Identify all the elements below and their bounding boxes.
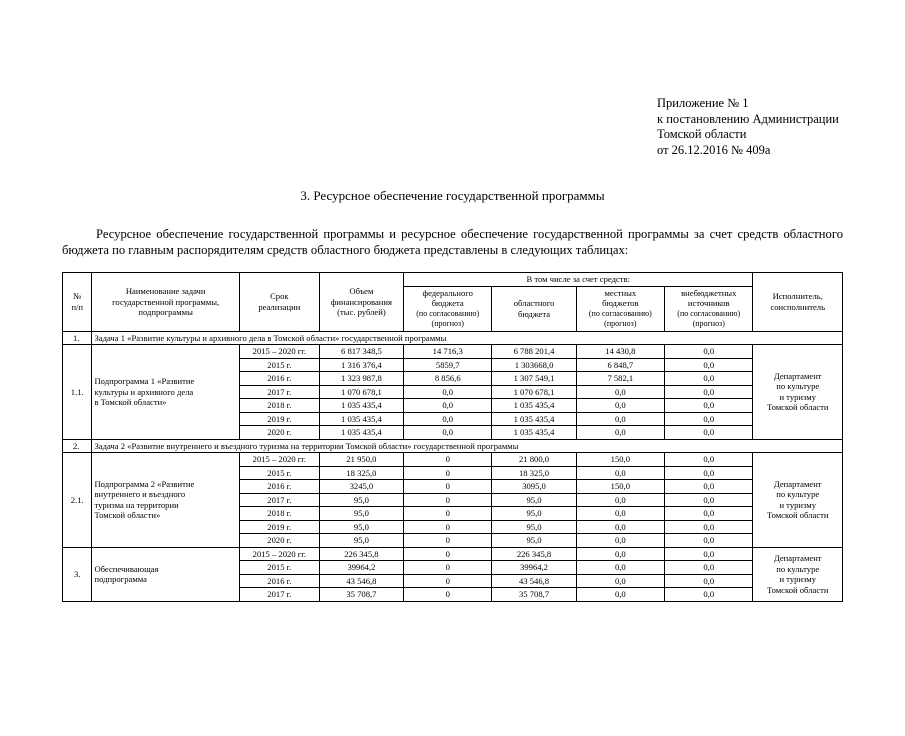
header-num-line2: п/п (71, 301, 84, 312)
executor-line3: и туризму (779, 391, 817, 402)
header-group-sources: В том числе за счет средств: (404, 273, 753, 287)
cell-local: 0,0 (576, 547, 664, 561)
cell-federal: 0 (404, 493, 492, 507)
header-extra-line1: внебюджетных (681, 287, 737, 298)
header-period-line2: реализации (258, 301, 301, 312)
header-volume-line2: финансирования (330, 296, 392, 307)
cell-federal: 0 (404, 534, 492, 548)
cell-federal: 8 856,6 (404, 372, 492, 386)
cell-period: 2017 г. (239, 493, 319, 507)
cell-federal: 0 (404, 561, 492, 575)
cell-local: 0,0 (576, 534, 664, 548)
cell-period: 2015 – 2020 гг. (239, 547, 319, 561)
block-name-line1: Подпрограмма 1 «Развитие (94, 376, 195, 386)
table-row (63, 453, 843, 467)
cell-federal: 0 (404, 466, 492, 480)
cell-extrabudget: 0,0 (665, 385, 753, 399)
cell-local: 150,0 (576, 453, 664, 467)
cell-volume: 1 035 435,4 (319, 399, 403, 413)
cell-regional: 43 546,8 (492, 574, 576, 588)
cell-volume: 21 950,0 (319, 453, 403, 467)
cell-extrabudget: 0,0 (665, 520, 753, 534)
cell-federal: 5859,7 (404, 358, 492, 372)
header-line-1: Приложение № 1 (657, 96, 749, 110)
cell-local: 0,0 (576, 399, 664, 413)
cell-extrabudget: 0,0 (665, 399, 753, 413)
cell-local: 7 582,1 (576, 372, 664, 386)
header-period-line1: Срок (270, 291, 289, 302)
cell-volume: 95,0 (319, 534, 403, 548)
executor-line3: и туризму (779, 499, 817, 510)
header-extra-line4: (прогноз) (692, 319, 725, 328)
cell-volume: 1 316 376,4 (319, 358, 403, 372)
cell-federal: 0,0 (404, 412, 492, 426)
cell-volume: 35 708,7 (319, 588, 403, 602)
block-name-line4: Томской области» (94, 510, 161, 521)
header-line-4: от 26.12.2016 № 409а (657, 142, 771, 157)
block-number: 3. (63, 547, 92, 601)
table-header-row-1 (63, 273, 843, 287)
cell-federal: 0 (404, 520, 492, 534)
header-regional-line2: бюджета (518, 308, 551, 319)
header-federal-line2: бюджета (431, 298, 464, 308)
cell-regional: 18 325,0 (492, 466, 576, 480)
cell-volume: 18 325,0 (319, 466, 403, 480)
cell-federal: 0,0 (404, 426, 492, 440)
cell-regional: 1 070 678,1 (492, 385, 576, 399)
block-name (92, 547, 239, 601)
cell-regional: 95,0 (492, 534, 576, 548)
cell-extrabudget: 0,0 (665, 547, 753, 561)
cell-period: 2018 г. (239, 507, 319, 521)
header-federal-line1: федерального (422, 287, 473, 298)
header-volume (319, 273, 403, 332)
cell-regional: 39964,2 (492, 561, 576, 575)
header-federal (404, 286, 492, 331)
header-name-line2: государственной программы, (112, 296, 220, 307)
cell-volume: 43 546,8 (319, 574, 403, 588)
cell-federal: 0 (404, 588, 492, 602)
cell-federal: 0 (404, 547, 492, 561)
cell-volume: 1 035 435,4 (319, 426, 403, 440)
table-row (63, 345, 843, 359)
cell-local: 0,0 (576, 412, 664, 426)
cell-regional: 1 035 435,4 (492, 412, 576, 426)
cell-period: 2019 г. (239, 412, 319, 426)
block-name-line1: Обеспечивающая (94, 563, 159, 574)
cell-extrabudget: 0,0 (665, 588, 753, 602)
header-executor-line2: соисполнитель (770, 301, 826, 312)
cell-local: 150,0 (576, 480, 664, 494)
block-executor (753, 345, 843, 440)
header-local-line2: бюджетов (602, 298, 639, 308)
header-regional (492, 286, 576, 331)
table-body (63, 331, 843, 601)
header-local-line3: (по согласованию) (588, 308, 652, 318)
cell-extrabudget: 0,0 (665, 453, 753, 467)
resource-table (62, 272, 843, 602)
cell-extrabudget: 0,0 (665, 493, 753, 507)
intro-text: Ресурсное обеспечение государственной программы и ресурсное обеспечение государственной программы за счет средств областного бюджета по главным распорядителям средств областного бюджета представлены в следующих таблицах: (62, 227, 843, 257)
cell-local: 6 848,7 (576, 358, 664, 372)
cell-regional: 95,0 (492, 520, 576, 534)
executor-line2: по культуре (776, 563, 820, 574)
section-number: 1. (63, 331, 92, 345)
table-section-row (63, 439, 843, 453)
cell-period: 2020 г. (239, 426, 319, 440)
cell-local: 14 430,8 (576, 345, 664, 359)
block-name-line2: культуры и архивного дела (94, 386, 194, 397)
header-num (63, 273, 92, 332)
cell-period: 2016 г. (239, 574, 319, 588)
cell-local: 0,0 (576, 588, 664, 602)
executor-line2: по культуре (776, 489, 820, 500)
cell-period: 2017 г. (239, 588, 319, 602)
cell-extrabudget: 0,0 (665, 480, 753, 494)
cell-federal: 0 (404, 574, 492, 588)
header-federal-line3: (по согласованию) (416, 308, 480, 318)
document-page (0, 96, 905, 736)
cell-extrabudget: 0,0 (665, 561, 753, 575)
cell-period: 2016 г. (239, 372, 319, 386)
cell-regional: 95,0 (492, 493, 576, 507)
cell-local: 0,0 (576, 426, 664, 440)
block-name-line1: Подпрограмма 2 «Развитие (94, 478, 195, 489)
cell-extrabudget: 0,0 (665, 412, 753, 426)
intro-paragraph (62, 226, 843, 258)
cell-volume: 226 345,8 (319, 547, 403, 561)
header-line-3: Томской области (657, 127, 747, 141)
cell-regional: 1 035 435,4 (492, 426, 576, 440)
header-volume-line1: Объем (349, 286, 374, 296)
block-number: 1.1. (63, 345, 92, 440)
executor-line1: Департамент (773, 553, 822, 563)
cell-regional: 226 345,8 (492, 547, 576, 561)
cell-federal: 0,0 (404, 399, 492, 413)
cell-regional: 1 303668,0 (492, 358, 576, 372)
cell-local: 0,0 (576, 520, 664, 534)
cell-regional: 1 307 549,1 (492, 372, 576, 386)
section-text: Задача 1 «Развитие культуры и архивного дела в Томской области» государственной программы (92, 331, 843, 345)
cell-federal: 0,0 (404, 385, 492, 399)
cell-extrabudget: 0,0 (665, 534, 753, 548)
cell-volume: 39964,2 (319, 561, 403, 575)
block-name-line2: внутреннего и въездного (94, 489, 186, 500)
cell-extrabudget: 0,0 (665, 466, 753, 480)
header-regional-line1: областного (513, 298, 555, 308)
executor-line2: по культуре (776, 381, 820, 392)
header-extrabudget (665, 286, 753, 331)
header-period (239, 273, 319, 332)
executor-line4: Томской области (766, 584, 829, 595)
cell-federal: 0 (404, 480, 492, 494)
header-line-2: к постановлению Администрации (657, 111, 839, 126)
header-local-line1: местных (604, 287, 637, 298)
section-text: Задача 2 «Развитие внутреннего и въездного туризма на территории Томской области» государственной программы (92, 439, 843, 453)
cell-local: 0,0 (576, 561, 664, 575)
cell-extrabudget: 0,0 (665, 426, 753, 440)
cell-local: 0,0 (576, 574, 664, 588)
cell-local: 0,0 (576, 507, 664, 521)
cell-period: 2016 г. (239, 480, 319, 494)
cell-regional: 6 788 201,4 (492, 345, 576, 359)
header-name-line3: подпрограммы (138, 307, 193, 317)
header-volume-line3: (тыс. рублей) (337, 307, 386, 317)
cell-volume: 95,0 (319, 493, 403, 507)
header-executor (753, 273, 843, 332)
cell-period: 2015 – 2020 гг. (239, 345, 319, 359)
cell-regional: 21 800,0 (492, 453, 576, 467)
table-header (63, 273, 843, 332)
cell-period: 2019 г. (239, 520, 319, 534)
cell-extrabudget: 0,0 (665, 507, 753, 521)
header-federal-line4: (прогноз) (431, 319, 464, 328)
section-title: 3. Ресурсное обеспечение государственной программы (300, 188, 605, 203)
table-row (63, 547, 843, 561)
header-local-line4: (прогноз) (604, 319, 637, 328)
cell-volume: 95,0 (319, 507, 403, 521)
cell-volume: 3245,0 (319, 480, 403, 494)
cell-volume: 1 035 435,4 (319, 412, 403, 426)
cell-regional: 35 708,7 (492, 588, 576, 602)
cell-regional: 1 035 435,4 (492, 399, 576, 413)
cell-regional: 95,0 (492, 507, 576, 521)
cell-period: 2017 г. (239, 385, 319, 399)
cell-period: 2018 г. (239, 399, 319, 413)
cell-period: 2015 г. (239, 466, 319, 480)
block-name-line3: в Томской области» (94, 397, 167, 407)
executor-line3: и туризму (779, 574, 817, 584)
cell-period: 2015 г. (239, 561, 319, 575)
cell-period: 2015 – 2020 гг. (239, 453, 319, 467)
block-number: 2.1. (63, 453, 92, 548)
header-executor-line1: Исполнитель, (772, 291, 823, 302)
header-name-line1: Наименование задачи (125, 286, 206, 296)
block-name (92, 345, 239, 440)
executor-line4: Томской области (766, 402, 829, 413)
cell-extrabudget: 0,0 (665, 574, 753, 588)
cell-volume: 6 817 348,5 (319, 345, 403, 359)
block-executor (753, 453, 843, 548)
cell-period: 2020 г. (239, 534, 319, 548)
cell-volume: 1 070 678,1 (319, 385, 403, 399)
block-name (92, 453, 239, 548)
section-number: 2. (63, 439, 92, 453)
cell-volume: 1 323 987,8 (319, 372, 403, 386)
block-name-line3: туризма на территории (94, 499, 179, 510)
executor-line4: Томской области (766, 510, 829, 521)
cell-local: 0,0 (576, 493, 664, 507)
cell-volume: 95,0 (319, 520, 403, 534)
executor-line1: Департамент (773, 478, 822, 489)
cell-period: 2015 г. (239, 358, 319, 372)
cell-extrabudget: 0,0 (665, 358, 753, 372)
table-section-row (63, 331, 843, 345)
cell-extrabudget: 0,0 (665, 372, 753, 386)
block-name-line2: подпрограмма (94, 574, 147, 584)
header-num-line1: № (73, 291, 82, 302)
block-executor (753, 547, 843, 601)
header-extra-line2: источников (687, 298, 730, 308)
header-name (92, 273, 239, 332)
cell-local: 0,0 (576, 385, 664, 399)
cell-federal: 0 (404, 453, 492, 467)
cell-local: 0,0 (576, 466, 664, 480)
cell-federal: 14 716,3 (404, 345, 492, 359)
document-header-block (657, 96, 843, 158)
cell-federal: 0 (404, 507, 492, 521)
header-local (576, 286, 664, 331)
cell-extrabudget: 0,0 (665, 345, 753, 359)
executor-line1: Департамент (773, 370, 822, 381)
cell-regional: 3095,0 (492, 480, 576, 494)
header-extra-line3: (по согласованию) (677, 308, 741, 318)
